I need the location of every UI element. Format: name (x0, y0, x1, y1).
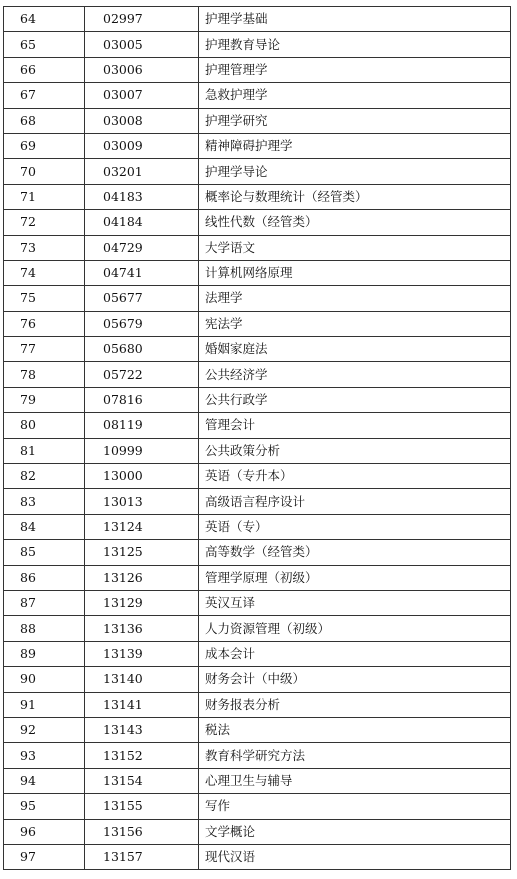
course-code-cell: 13154 (85, 768, 199, 793)
course-code-cell: 08119 (85, 413, 199, 438)
row-number-cell: 69 (4, 133, 85, 158)
table-row (4, 616, 511, 641)
table-row (4, 844, 511, 869)
row-number-cell: 77 (4, 337, 85, 362)
course-name-cell: 高等数学（经管类） (199, 540, 511, 565)
course-name-cell: 法理学 (199, 286, 511, 311)
course-code-cell: 03006 (85, 57, 199, 82)
course-name-cell: 管理会计 (199, 413, 511, 438)
course-code-cell: 05677 (85, 286, 199, 311)
course-code-cell: 13013 (85, 489, 199, 514)
course-name-cell: 高级语言程序设计 (199, 489, 511, 514)
table-row (4, 159, 511, 184)
row-number-cell: 90 (4, 667, 85, 692)
course-name-cell: 公共政策分析 (199, 438, 511, 463)
row-number-cell: 70 (4, 159, 85, 184)
course-name-cell: 财务会计（中级） (199, 667, 511, 692)
course-code-cell: 10999 (85, 438, 199, 463)
row-number-cell: 96 (4, 819, 85, 844)
table-row (4, 489, 511, 514)
table-row (4, 413, 511, 438)
course-name-cell: 税法 (199, 717, 511, 742)
course-code-cell: 13124 (85, 514, 199, 539)
course-name-cell: 英语（专升本） (199, 464, 511, 489)
row-number-cell: 89 (4, 641, 85, 666)
course-code-cell: 13157 (85, 844, 199, 869)
row-number-cell: 65 (4, 32, 85, 57)
row-number-cell: 76 (4, 311, 85, 336)
course-name-cell: 心理卫生与辅导 (199, 768, 511, 793)
table-row (4, 514, 511, 539)
table-row (4, 286, 511, 311)
table-row (4, 590, 511, 615)
course-name-cell: 现代汉语 (199, 844, 511, 869)
course-name-cell: 人力资源管理（初级） (199, 616, 511, 641)
course-code-cell: 13156 (85, 819, 199, 844)
row-number-cell: 91 (4, 692, 85, 717)
row-number-cell: 78 (4, 362, 85, 387)
row-number-cell: 71 (4, 184, 85, 209)
row-number-cell: 85 (4, 540, 85, 565)
row-number-cell: 94 (4, 768, 85, 793)
table-row (4, 337, 511, 362)
course-name-cell: 成本会计 (199, 641, 511, 666)
course-name-cell: 概率论与数理统计（经管类） (199, 184, 511, 209)
course-code-cell: 04741 (85, 260, 199, 285)
course-code-cell: 03201 (85, 159, 199, 184)
table-row (4, 565, 511, 590)
course-code-cell: 02997 (85, 7, 199, 32)
course-code-cell: 05722 (85, 362, 199, 387)
course-name-cell: 护理学导论 (199, 159, 511, 184)
table-body (4, 7, 511, 870)
table-row (4, 133, 511, 158)
course-code-cell: 13143 (85, 717, 199, 742)
table-row (4, 362, 511, 387)
row-number-cell: 87 (4, 590, 85, 615)
course-code-cell: 13126 (85, 565, 199, 590)
course-code-cell: 04184 (85, 210, 199, 235)
row-number-cell: 73 (4, 235, 85, 260)
course-name-cell: 教育科学研究方法 (199, 743, 511, 768)
course-code-cell: 13139 (85, 641, 199, 666)
course-name-cell: 公共行政学 (199, 387, 511, 412)
course-name-cell: 婚姻家庭法 (199, 337, 511, 362)
table-row (4, 743, 511, 768)
table-row (4, 387, 511, 412)
row-number-cell: 92 (4, 717, 85, 742)
row-number-cell: 75 (4, 286, 85, 311)
table-row (4, 540, 511, 565)
course-name-cell: 计算机网络原理 (199, 260, 511, 285)
course-code-cell: 05679 (85, 311, 199, 336)
table-row (4, 768, 511, 793)
course-name-cell: 公共经济学 (199, 362, 511, 387)
course-name-cell: 英汉互译 (199, 590, 511, 615)
row-number-cell: 68 (4, 108, 85, 133)
table-row (4, 7, 511, 32)
course-name-cell: 大学语文 (199, 235, 511, 260)
row-number-cell: 93 (4, 743, 85, 768)
row-number-cell: 66 (4, 57, 85, 82)
table-row (4, 108, 511, 133)
course-table (3, 6, 511, 870)
table-row (4, 667, 511, 692)
course-name-cell: 英语（专） (199, 514, 511, 539)
course-code-cell: 07816 (85, 387, 199, 412)
row-number-cell: 80 (4, 413, 85, 438)
row-number-cell: 82 (4, 464, 85, 489)
course-name-cell: 线性代数（经管类） (199, 210, 511, 235)
course-code-cell: 13155 (85, 794, 199, 819)
course-code-cell: 03007 (85, 83, 199, 108)
course-code-cell: 13129 (85, 590, 199, 615)
table-row (4, 692, 511, 717)
course-name-cell: 护理学研究 (199, 108, 511, 133)
course-name-cell: 急救护理学 (199, 83, 511, 108)
course-code-cell: 13125 (85, 540, 199, 565)
table-row (4, 311, 511, 336)
row-number-cell: 67 (4, 83, 85, 108)
course-code-cell: 03008 (85, 108, 199, 133)
course-code-cell: 13141 (85, 692, 199, 717)
course-name-cell: 管理学原理（初级） (199, 565, 511, 590)
table-row (4, 717, 511, 742)
table-row (4, 641, 511, 666)
course-name-cell: 文学概论 (199, 819, 511, 844)
row-number-cell: 74 (4, 260, 85, 285)
course-code-cell: 04183 (85, 184, 199, 209)
row-number-cell: 64 (4, 7, 85, 32)
course-code-cell: 03009 (85, 133, 199, 158)
course-name-cell: 护理教育导论 (199, 32, 511, 57)
row-number-cell: 79 (4, 387, 85, 412)
row-number-cell: 72 (4, 210, 85, 235)
row-number-cell: 81 (4, 438, 85, 463)
table-row (4, 819, 511, 844)
table-row (4, 438, 511, 463)
table-row (4, 464, 511, 489)
row-number-cell: 86 (4, 565, 85, 590)
row-number-cell: 88 (4, 616, 85, 641)
row-number-cell: 83 (4, 489, 85, 514)
course-code-cell: 13152 (85, 743, 199, 768)
course-name-cell: 护理学基础 (199, 7, 511, 32)
course-code-cell: 13000 (85, 464, 199, 489)
table-row (4, 210, 511, 235)
course-name-cell: 写作 (199, 794, 511, 819)
table-row (4, 57, 511, 82)
row-number-cell: 95 (4, 794, 85, 819)
course-code-cell: 05680 (85, 337, 199, 362)
row-number-cell: 84 (4, 514, 85, 539)
course-code-cell: 03005 (85, 32, 199, 57)
table-row (4, 32, 511, 57)
course-code-cell: 04729 (85, 235, 199, 260)
table-row (4, 260, 511, 285)
course-name-cell: 宪法学 (199, 311, 511, 336)
course-name-cell: 精神障碍护理学 (199, 133, 511, 158)
course-name-cell: 护理管理学 (199, 57, 511, 82)
course-name-cell: 财务报表分析 (199, 692, 511, 717)
table-row (4, 83, 511, 108)
course-code-cell: 13136 (85, 616, 199, 641)
table-row (4, 235, 511, 260)
course-code-cell: 13140 (85, 667, 199, 692)
table-row (4, 184, 511, 209)
table-row (4, 794, 511, 819)
row-number-cell: 97 (4, 844, 85, 869)
